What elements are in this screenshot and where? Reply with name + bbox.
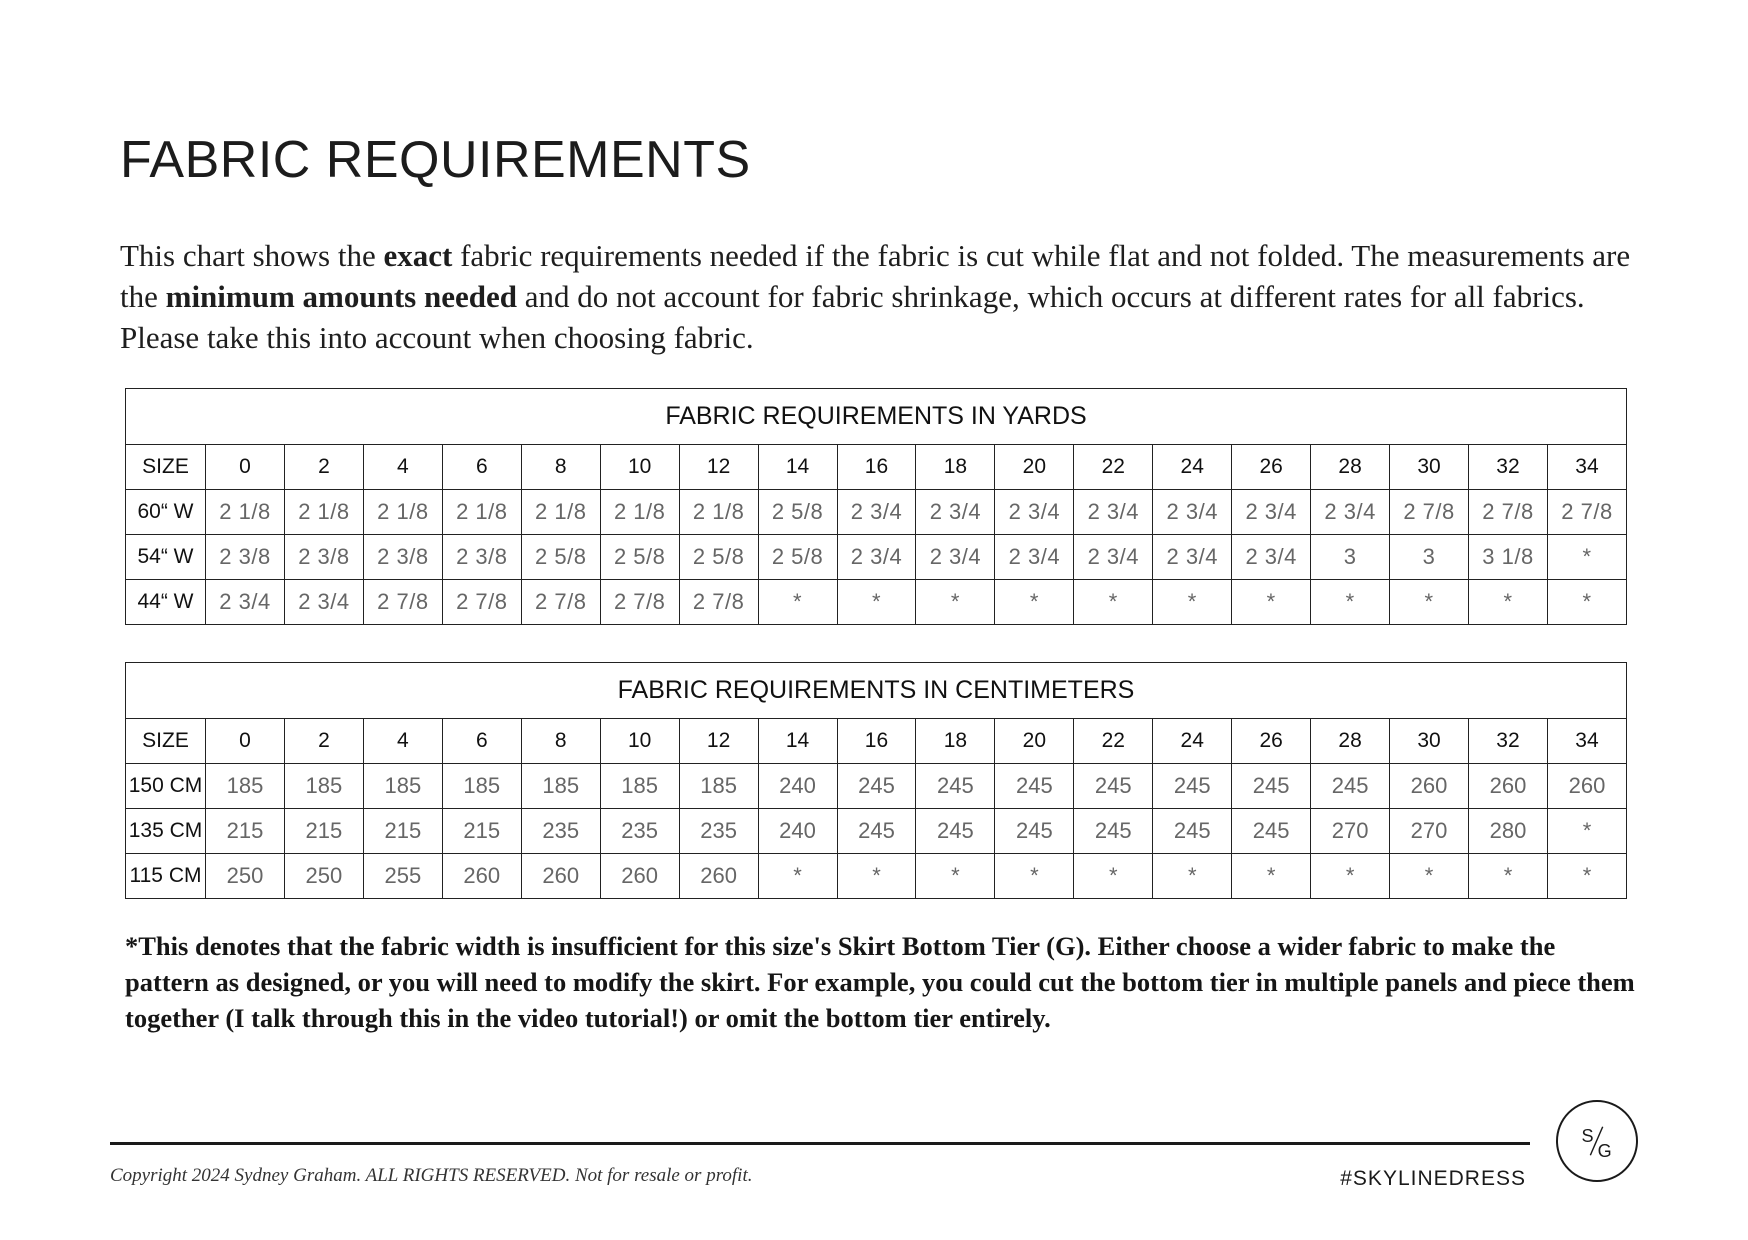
requirement-cell: 2 3/4 (284, 580, 363, 625)
table-caption: FABRIC REQUIREMENTS IN CENTIMETERS (126, 663, 1627, 719)
requirement-cell: * (995, 854, 1074, 899)
requirement-cell: 2 5/8 (758, 535, 837, 580)
size-column-header: 2 (284, 719, 363, 764)
requirement-cell: * (758, 854, 837, 899)
pattern-hashtag: #SKYLINEDRESS (1340, 1167, 1526, 1190)
intro-paragraph (120, 235, 1640, 358)
size-column-header: 20 (995, 719, 1074, 764)
size-column-header: 22 (1074, 719, 1153, 764)
size-header-cell: SIZE (126, 719, 206, 764)
requirement-cell: 260 (442, 854, 521, 899)
size-column-header: 20 (995, 445, 1074, 490)
requirement-cell: 2 7/8 (679, 580, 758, 625)
size-column-header: 14 (758, 719, 837, 764)
table-header-row (126, 445, 1627, 490)
fabric-width-label: 135 CM (126, 809, 206, 854)
requirement-cell: * (1232, 580, 1311, 625)
size-column-header: 24 (1153, 719, 1232, 764)
requirement-cell: 240 (758, 764, 837, 809)
requirement-cell: 245 (837, 764, 916, 809)
size-column-header: 8 (521, 445, 600, 490)
fabric-width-label: 115 CM (126, 854, 206, 899)
requirement-cell: 235 (521, 809, 600, 854)
table-row (126, 809, 1627, 854)
requirement-cell: 270 (1390, 809, 1469, 854)
requirement-cell: 2 3/4 (1232, 490, 1311, 535)
size-column-header: 28 (1311, 719, 1390, 764)
requirement-cell: 2 3/4 (837, 535, 916, 580)
size-column-header: 26 (1232, 445, 1311, 490)
footnote: *This denotes that the fabric width is insufficient for this size's Skirt Bottom Tier (G). Either choose a wider fabric to make the pattern as designed, or you will need to modify the skirt. For example, you could cut the bottom tier in multiple panels and piece them together (I talk through this in the video tutorial!) or omit the bottom tier entirely. (125, 931, 1635, 1033)
requirement-cell: 260 (600, 854, 679, 899)
requirement-cell: * (1547, 809, 1626, 854)
requirement-cell: 255 (363, 854, 442, 899)
requirement-cell: 2 3/4 (916, 490, 995, 535)
size-column-header: 12 (679, 719, 758, 764)
svg-text:G: G (1597, 1141, 1612, 1162)
requirement-cell: * (1232, 854, 1311, 899)
requirement-cell: 3 (1311, 535, 1390, 580)
size-column-header: 34 (1547, 445, 1626, 490)
requirement-cell: 215 (363, 809, 442, 854)
requirement-cell: 185 (521, 764, 600, 809)
requirement-cell: 2 5/8 (521, 535, 600, 580)
requirement-cell: 270 (1311, 809, 1390, 854)
requirement-cell: 2 3/8 (442, 535, 521, 580)
requirement-cell: * (1074, 854, 1153, 899)
requirement-cell: * (916, 854, 995, 899)
size-column-header: 30 (1390, 445, 1469, 490)
requirement-cell: 2 7/8 (1469, 490, 1548, 535)
intro-emphasis: minimum amounts needed (165, 279, 517, 314)
requirement-cell: 250 (284, 854, 363, 899)
requirement-cell: 245 (995, 764, 1074, 809)
intro-text: This chart shows the (120, 238, 384, 273)
table-caption: FABRIC REQUIREMENTS IN YARDS (126, 389, 1627, 445)
requirement-cell: * (1074, 580, 1153, 625)
requirement-cell: 2 3/4 (1074, 490, 1153, 535)
requirement-cell: * (1153, 854, 1232, 899)
requirement-cell: 250 (206, 854, 285, 899)
requirement-cell: 245 (1153, 809, 1232, 854)
requirement-cell: 2 3/4 (1153, 535, 1232, 580)
size-column-header: 26 (1232, 719, 1311, 764)
requirement-cell: 260 (1469, 764, 1548, 809)
requirement-cell: 245 (1232, 764, 1311, 809)
requirement-cell: 215 (206, 809, 285, 854)
requirement-cell: 235 (600, 809, 679, 854)
requirement-cell: * (837, 854, 916, 899)
requirement-cell: 2 3/4 (837, 490, 916, 535)
requirement-cell: * (758, 580, 837, 625)
size-column-header: 4 (363, 445, 442, 490)
requirement-cell: 245 (916, 809, 995, 854)
fabric-width-label: 150 CM (126, 764, 206, 809)
requirement-cell: 2 7/8 (1390, 490, 1469, 535)
table-header-row (126, 719, 1627, 764)
requirement-cell: * (916, 580, 995, 625)
requirement-cell: 185 (600, 764, 679, 809)
size-column-header: 22 (1074, 445, 1153, 490)
requirement-cell: 245 (1232, 809, 1311, 854)
requirement-cell: * (1547, 854, 1626, 899)
yards-requirements-table (125, 388, 1627, 625)
requirement-cell: 2 3/4 (995, 490, 1074, 535)
requirement-cell: 260 (1390, 764, 1469, 809)
requirement-cell: 2 3/4 (1311, 490, 1390, 535)
requirement-cell: 185 (284, 764, 363, 809)
intro-text: fabric requirements needed if the fabric is cut while flat and not folded. The measurements are the (120, 238, 1631, 314)
size-column-header: 8 (521, 719, 600, 764)
size-column-header: 12 (679, 445, 758, 490)
size-column-header: 10 (600, 445, 679, 490)
requirement-cell: 2 3/8 (284, 535, 363, 580)
requirement-cell: 2 7/8 (521, 580, 600, 625)
size-column-header: 24 (1153, 445, 1232, 490)
size-column-header: 14 (758, 445, 837, 490)
fabric-width-label: 44“ W (126, 580, 206, 625)
size-header-cell: SIZE (126, 445, 206, 490)
requirement-cell: 2 1/8 (206, 490, 285, 535)
requirement-cell: 2 3/8 (206, 535, 285, 580)
requirement-cell: 245 (1074, 764, 1153, 809)
requirement-cell: * (1547, 535, 1626, 580)
requirement-cell: 2 5/8 (679, 535, 758, 580)
requirement-cell: * (1153, 580, 1232, 625)
size-column-header: 28 (1311, 445, 1390, 490)
requirement-cell: 2 1/8 (679, 490, 758, 535)
requirement-cell: 245 (916, 764, 995, 809)
requirement-cell: 2 3/4 (1232, 535, 1311, 580)
footer-divider (110, 1142, 1530, 1145)
requirement-cell: 245 (837, 809, 916, 854)
requirement-cell: 2 1/8 (600, 490, 679, 535)
size-column-header: 0 (206, 445, 285, 490)
requirement-cell: 2 7/8 (600, 580, 679, 625)
size-column-header: 6 (442, 719, 521, 764)
centimeters-requirements-table (125, 662, 1627, 899)
size-column-header: 2 (284, 445, 363, 490)
page-title: FABRIC REQUIREMENTS (120, 131, 751, 189)
copyright-notice: Copyright 2024 Sydney Graham. ALL RIGHTS RESERVED. Not for resale or profit. (110, 1165, 753, 1186)
size-column-header: 16 (837, 719, 916, 764)
size-column-header: 34 (1547, 719, 1626, 764)
requirement-cell: 2 5/8 (600, 535, 679, 580)
requirement-cell: 280 (1469, 809, 1548, 854)
requirement-cell: 260 (679, 854, 758, 899)
requirement-cell: 2 1/8 (363, 490, 442, 535)
table-row (126, 490, 1627, 535)
requirement-cell: 260 (521, 854, 600, 899)
requirement-cell: 2 3/4 (206, 580, 285, 625)
sg-logo (1556, 1100, 1638, 1182)
table-row (126, 764, 1627, 809)
requirement-cell: 235 (679, 809, 758, 854)
size-column-header: 4 (363, 719, 442, 764)
size-column-header: 6 (442, 445, 521, 490)
requirement-cell: 240 (758, 809, 837, 854)
intro-emphasis: exact (383, 238, 453, 273)
requirement-cell: * (1390, 854, 1469, 899)
requirement-cell: 185 (442, 764, 521, 809)
requirement-cell: 2 1/8 (442, 490, 521, 535)
fabric-width-label: 54“ W (126, 535, 206, 580)
table-row (126, 535, 1627, 580)
requirement-cell: 245 (1074, 809, 1153, 854)
requirement-cell: * (1311, 580, 1390, 625)
requirement-cell: 215 (284, 809, 363, 854)
table-row (126, 854, 1627, 899)
requirement-cell: 2 3/8 (363, 535, 442, 580)
requirement-cell: 2 1/8 (521, 490, 600, 535)
table-row (126, 580, 1627, 625)
requirement-cell: 2 7/8 (442, 580, 521, 625)
size-column-header: 30 (1390, 719, 1469, 764)
requirement-cell: 2 7/8 (363, 580, 442, 625)
requirement-cell: 2 3/4 (1074, 535, 1153, 580)
requirement-cell: 2 5/8 (758, 490, 837, 535)
size-column-header: 0 (206, 719, 285, 764)
requirement-cell: * (1469, 580, 1548, 625)
size-column-header: 18 (916, 445, 995, 490)
requirement-cell: 2 3/4 (916, 535, 995, 580)
size-column-header: 32 (1469, 445, 1548, 490)
requirement-cell: 245 (1311, 764, 1390, 809)
requirement-cell: 3 (1390, 535, 1469, 580)
requirement-cell: * (995, 580, 1074, 625)
requirement-cell: * (1390, 580, 1469, 625)
intro-text: and do not account for fabric shrinkage, which occurs at different rates for all fabrics. Please take this into account when choosing fabric. (120, 279, 1585, 355)
requirement-cell: * (1547, 580, 1626, 625)
size-column-header: 32 (1469, 719, 1548, 764)
requirement-cell: 185 (679, 764, 758, 809)
requirement-cell: 215 (442, 809, 521, 854)
requirement-cell: 3 1/8 (1469, 535, 1548, 580)
svg-text:S: S (1581, 1125, 1594, 1146)
size-column-header: 10 (600, 719, 679, 764)
sg-monogram-icon (1558, 1102, 1636, 1180)
requirement-cell: 245 (1153, 764, 1232, 809)
requirement-cell: 2 3/4 (1153, 490, 1232, 535)
requirement-cell: 185 (363, 764, 442, 809)
requirement-cell: 2 7/8 (1547, 490, 1626, 535)
requirement-cell: 245 (995, 809, 1074, 854)
size-column-header: 18 (916, 719, 995, 764)
fabric-width-label: 60“ W (126, 490, 206, 535)
requirement-cell: 2 3/4 (995, 535, 1074, 580)
requirement-cell: 2 1/8 (284, 490, 363, 535)
requirement-cell: 260 (1547, 764, 1626, 809)
requirement-cell: * (837, 580, 916, 625)
size-column-header: 16 (837, 445, 916, 490)
requirement-cell: * (1469, 854, 1548, 899)
requirement-cell: * (1311, 854, 1390, 899)
requirement-cell: 185 (206, 764, 285, 809)
